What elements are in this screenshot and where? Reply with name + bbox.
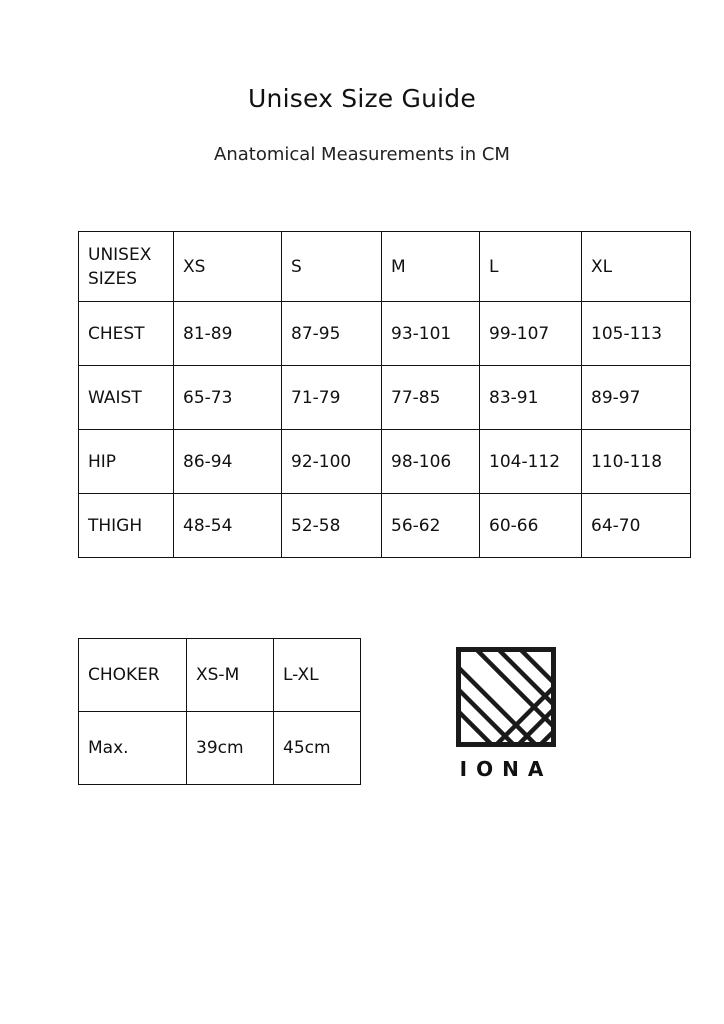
choker-header-cell: L-XL [274,639,361,712]
table-cell: WAIST [79,366,174,430]
choker-header-cell: XS-M [187,639,274,712]
table-cell: 105-113 [582,302,691,366]
table-cell: 39cm [187,712,274,785]
size-table-header-cell: XS [174,232,282,302]
table-cell: THIGH [79,494,174,558]
size-table-header-cell: S [282,232,382,302]
table-cell: Max. [79,712,187,785]
size-table-header-row [79,232,691,302]
table-cell: 65-73 [174,366,282,430]
table-cell: 92-100 [282,430,382,494]
table-cell: 99-107 [480,302,582,366]
choker-table [78,638,361,785]
table-row [79,430,691,494]
logo-wordmark: IONA [459,757,553,781]
table-cell: 98-106 [382,430,480,494]
table-cell: 86-94 [174,430,282,494]
table-row [79,366,691,430]
unisex-label: UNISEX SIZES [88,244,152,289]
table-cell: 104-112 [480,430,582,494]
choker-header-cell: CHOKER [79,639,187,712]
table-cell: 87-95 [282,302,382,366]
table-cell: 48-54 [174,494,282,558]
table-cell: 77-85 [382,366,480,430]
size-table-header-cell: M [382,232,480,302]
table-row [79,494,691,558]
table-cell: 60-66 [480,494,582,558]
size-table-header-cell: XL [582,232,691,302]
table-cell: 71-79 [282,366,382,430]
table-cell: 89-97 [582,366,691,430]
page-subtitle: Anatomical Measurements in CM [214,144,510,165]
size-table-header-cell: L [480,232,582,302]
table-cell: 110-118 [582,430,691,494]
table-cell: 52-58 [282,494,382,558]
table-cell: 64-70 [582,494,691,558]
choker-table-header-row [79,639,361,712]
size-table-header-cell [79,232,174,302]
table-cell: 83-91 [480,366,582,430]
table-cell: CHEST [79,302,174,366]
table-cell: 81-89 [174,302,282,366]
table-cell: 93-101 [382,302,480,366]
page-title: Unisex Size Guide [248,84,476,113]
table-cell: 56-62 [382,494,480,558]
size-table [78,231,691,558]
iona-logo-icon [456,647,556,747]
table-cell: HIP [79,430,174,494]
table-cell: 45cm [274,712,361,785]
table-row [79,712,361,785]
table-row [79,302,691,366]
